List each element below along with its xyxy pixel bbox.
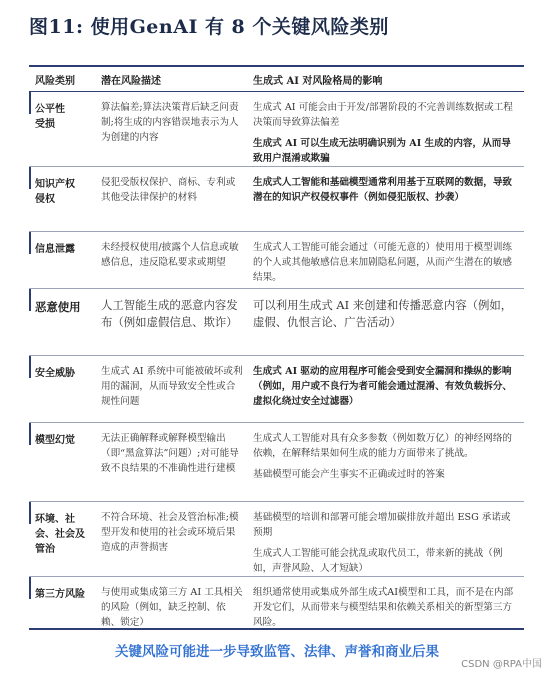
table-row — [29, 232, 524, 288]
potential-risk: 算法偏差;算法决策背后缺乏问责制;将生成的内容错误地表示为人为创建的内容 — [101, 102, 239, 143]
potential-risk: 无法正确解释或解释模型输出（即“黑盒算法”问题）;对可能导致不良结果的不准确性进行建模 — [101, 433, 239, 474]
table-row — [29, 167, 524, 231]
impact-paragraph: 组织通常使用或集成外部生成式AI模型和工具，而不是在内部开发它们，从而带来与模型结果和依赖关系相关的新型第三方风险。 — [253, 587, 514, 628]
table-row — [29, 289, 524, 355]
risk-category: 知识产权 侵权 — [35, 179, 75, 205]
risk-category: 恶意使用 — [35, 300, 81, 314]
impact-paragraph: 可以利用生成式 AI 来创建和传播恶意内容（例如，虚假、仇恨言论、广告活动） — [253, 298, 513, 329]
potential-risk: 侵犯受版权保护、商标、专利或其他受法律保护的材料 — [101, 177, 236, 203]
impact-paragraph: 生成式人工智能可能会通过（可能无意的）使用用于模型训练的个人或其他敏感信息来加剧隐私问题，从而产生潜在的敏感结果。 — [253, 242, 513, 283]
figure-title: 图11: 使用GenAI 有 8 个关键风险类别 — [29, 16, 389, 38]
watermark: CSDN @RPA中国 — [461, 659, 542, 670]
potential-risk: 与使用或集成第三方 AI 工具相关的风险（例如，缺乏控制、依赖、锁定） — [101, 587, 243, 628]
header-impact: 生成式 AI 对风险格局的影响 — [253, 75, 383, 87]
impact-paragraph: 基础模型可能会产生事实不正确或过时的答案 — [253, 469, 445, 480]
table-bottom-rule — [29, 628, 524, 630]
genai-impact — [247, 92, 524, 166]
risk-category: 模型幻觉 — [35, 435, 75, 446]
risk-category: 公平性 受损 — [35, 104, 65, 130]
genai-impact — [247, 289, 524, 355]
impact-paragraph: 生成式人工智能对具有众多参数（例如数万亿）的神经网络的依赖，在解释结果如何生成的能力方面带来了挑战。 — [253, 433, 513, 459]
risk-category: 环境、社会、社会及管治 — [35, 514, 85, 555]
risk-category: 信息泄露 — [35, 244, 75, 255]
footer-note: 关键风险可能进一步导致监管、法律、声誉和商业后果 — [115, 644, 439, 660]
table-row — [29, 356, 524, 422]
table-header — [29, 67, 524, 92]
genai-impact — [247, 356, 524, 422]
potential-risk: 未经授权使用/披露个人信息或敏感信息，违反隐私要求或期望 — [101, 242, 239, 268]
impact-paragraph: 生成式 AI 可能会由于开发/部署阶段的不完善训练数据或工程决策而导致算法偏差 — [253, 102, 513, 128]
potential-risk: 生成式 AI 系统中可能被破坏或利用的漏洞，从而导致安全性或合规性问题 — [101, 366, 243, 407]
impact-paragraph: 生成式 AI 驱动的应用程序可能会受到安全漏洞和操纵的影响（例如，用户或不良行为者可能会通过混淆、有效负载拆分、虚拟化绕过安全过滤器） — [253, 366, 513, 407]
table-body — [29, 92, 524, 637]
impact-paragraph: 生成式人工智能可能会扰乱或取代员工，带来新的挑战（例如，声誉风险、人才短缺） — [253, 548, 503, 574]
impact-paragraph: 生成式人工智能和基础模型通常利用基于互联网的数据，导致潜在的知识产权侵权事件（例如侵犯版权、抄袭） — [253, 177, 513, 203]
header-category: 风险类别 — [35, 75, 75, 87]
potential-risk: 人工智能生成的恶意内容发布（例如虚假信息、欺诈） — [101, 298, 238, 329]
table-row — [29, 502, 524, 576]
header-potential: 潜在风险描述 — [101, 75, 161, 87]
risk-category: 安全威胁 — [35, 368, 75, 379]
genai-impact — [247, 232, 524, 288]
table-row — [29, 423, 524, 501]
risk-table — [29, 65, 524, 637]
genai-impact — [247, 167, 524, 231]
genai-impact — [247, 423, 524, 501]
genai-impact — [247, 502, 524, 576]
impact-paragraph: 生成式 AI 可以生成无法明确识别为 AI 生成的内容，从而导致用户混淆或欺骗 — [253, 138, 511, 164]
potential-risk: 不符合环境、社会及管治标准;模型开发和使用的社会或环境后果造成的声誉损害 — [101, 512, 239, 553]
risk-category: 第三方风险 — [35, 589, 85, 600]
impact-paragraph: 基础模型的培训和部署可能会增加碳排放并超出 ESG 承诺或预期 — [253, 512, 511, 538]
table-row — [29, 92, 524, 166]
